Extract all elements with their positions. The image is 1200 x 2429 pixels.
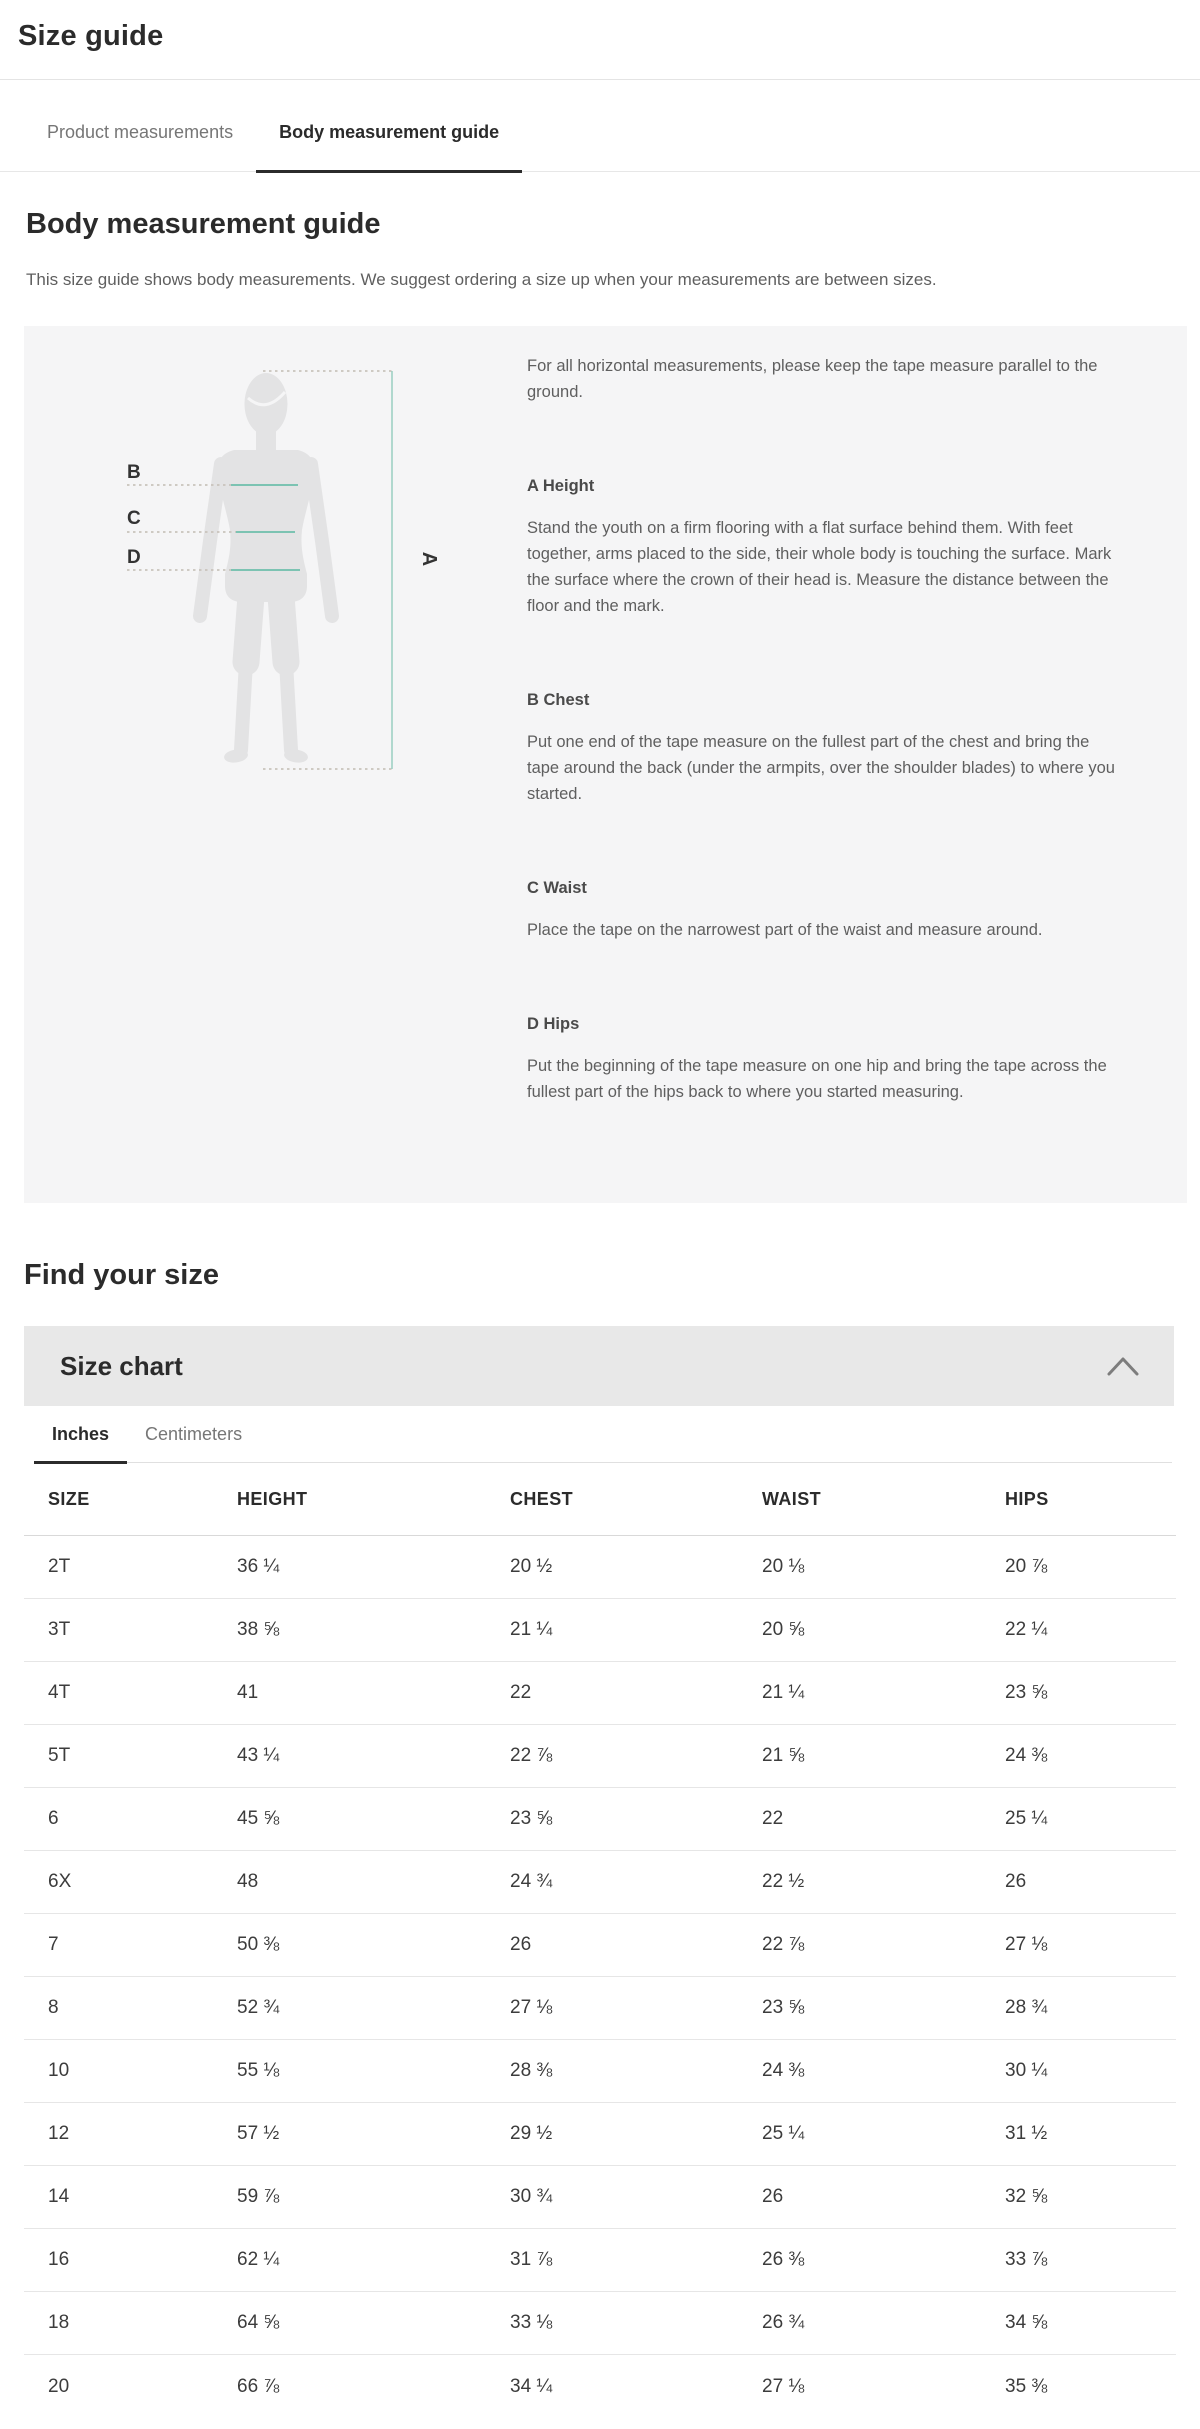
table-row [24,1977,1176,2040]
table-cell: 35 ⅜ [1005,2375,1048,2397]
table-cell: 26 [762,2186,784,2207]
table-cell: 30 ¾ [510,2186,553,2207]
table-body [24,1536,1176,2418]
table-cell: 21 ¼ [510,1619,553,1640]
column-header-waist: WAIST [762,1488,821,1509]
section-text-chest: Put one end of the tape measure on the fullest part of the chest and bring the tape around the back (under the armpits, over the shoulder blades) to where you started. [527,733,1115,803]
table-row [24,2040,1176,2103]
diagram-label-b: B [127,462,141,483]
table-cell: 31 ½ [1005,2123,1048,2144]
table-cell: 7 [48,1934,59,1955]
size-table [24,1463,1176,2418]
table-cell: 32 ⅝ [1005,2186,1048,2207]
table-cell: 24 ⅜ [762,2060,805,2081]
size-chart-title: Size chart [60,1350,183,1381]
table-cell: 8 [48,1997,59,2018]
table-cell: 34 ⅝ [1005,2312,1048,2333]
chevron-up-icon[interactable] [1104,1353,1142,1379]
measurement-panel [24,326,1187,1203]
table-header-row [24,1463,1176,1536]
table-cell: 27 ⅛ [762,2375,805,2397]
table-cell: 43 ¼ [237,1745,280,1766]
table-cell: 48 [237,1871,259,1892]
table-cell: 34 ¼ [510,2375,553,2397]
table-cell: 38 ⅝ [237,1619,280,1640]
tab-inches[interactable]: Inches [34,1406,127,1462]
table-cell: 23 ⅝ [762,1997,805,2018]
table-cell: 64 ⅝ [237,2312,280,2333]
section-label-waist: C Waist [527,879,587,897]
table-cell: 26 ⅜ [762,2249,805,2270]
table-cell: 22 ⅞ [510,1745,553,1766]
tab-body-measurement-guide[interactable]: Body measurement guide [256,122,522,171]
table-cell: 30 ¼ [1005,2060,1048,2081]
table-cell: 25 ¼ [762,2123,805,2144]
table-cell: 21 ¼ [762,1682,805,1703]
column-header-height: HEIGHT [237,1488,308,1509]
table-cell: 62 ¼ [237,2249,280,2270]
table-cell: 26 [510,1934,532,1955]
table-cell: 22 ¼ [1005,1619,1048,1640]
table-cell: 41 [237,1682,259,1703]
table-cell: 22 ⅞ [762,1934,805,1955]
table-cell: 14 [48,2186,70,2207]
table-cell: 36 ¼ [237,1556,280,1577]
table-cell: 20 ⅛ [762,1556,805,1577]
table-cell: 20 [48,2375,70,2397]
table-cell: 25 ¼ [1005,1808,1048,1829]
table-cell: 12 [48,2123,70,2144]
main-tab-bar [0,80,1200,172]
diagram-label-a: A [418,551,440,567]
table-cell: 31 ⅞ [510,2249,553,2270]
table-cell: 20 ⅝ [762,1619,805,1640]
table-row [24,1662,1176,1725]
table-cell: 18 [48,2312,70,2333]
table-cell: 28 ⅜ [510,2060,553,2081]
table-row [24,2292,1176,2355]
table-cell: 22 [510,1682,532,1703]
table-row [24,1788,1176,1851]
table-cell: 21 ⅝ [762,1745,805,1766]
table-cell: 10 [48,2060,70,2081]
table-cell: 27 ⅛ [510,1997,553,2018]
table-row [24,2229,1176,2292]
table-cell: 23 ⅝ [510,1808,553,1829]
section-text-hips: Put the beginning of the tape measure on one hip and bring the tape across the fullest part of the hips back to where you started measuring. [527,1057,1107,1101]
unit-tab-bar [34,1406,1172,1463]
section-label-height: A Height [527,477,595,495]
table-cell: 59 ⅞ [237,2186,280,2207]
find-size-heading: Find your size [24,1259,219,1291]
panel-note: For all horizontal measurements, please keep the tape measure parallel to the ground. [527,357,1098,401]
table-cell: 20 ⅞ [1005,1556,1048,1577]
table-cell: 55 ⅛ [237,2060,280,2081]
table-cell: 4T [48,1682,71,1703]
table-cell: 66 ⅞ [237,2375,280,2397]
guide-heading: Body measurement guide [26,208,381,240]
measurement-instructions [527,326,1119,1105]
table-cell: 27 ⅛ [1005,1934,1048,1955]
column-header-chest: CHEST [510,1488,574,1509]
page-title: Size guide [18,20,164,52]
body-diagram [24,326,504,1203]
table-cell: 16 [48,2249,70,2270]
table-cell: 33 ⅛ [510,2312,553,2333]
table-cell: 50 ⅜ [237,1934,280,1955]
table-cell: 45 ⅝ [237,1808,280,1829]
table-cell: 22 ½ [762,1871,805,1892]
table-cell: 2T [48,1556,71,1577]
table-cell: 24 ⅜ [1005,1745,1048,1766]
page-header [0,0,1200,80]
table-row [24,2355,1176,2418]
size-chart-collapse-header[interactable] [24,1326,1174,1406]
table-cell: 3T [48,1619,71,1640]
table-cell: 5T [48,1745,71,1766]
section-text-waist: Place the tape on the narrowest part of the waist and measure around. [527,921,1043,939]
table-cell: 26 [1005,1871,1027,1892]
table-cell: 23 ⅝ [1005,1682,1048,1703]
table-row [24,1914,1176,1977]
section-label-chest: B Chest [527,691,590,709]
table-cell: 52 ¾ [237,1997,280,2018]
diagram-label-c: C [127,508,141,529]
table-cell: 57 ½ [237,2123,280,2144]
section-text-height: Stand the youth on a firm flooring with a flat surface behind them. With feet together, arms placed to the side, their whole body is touching the surface. Mark the surface where the crown of their head is. Measure the distance between the floor and the mark. [527,519,1112,615]
table-row [24,2103,1176,2166]
body-silhouette-shape [200,373,332,764]
table-cell: 24 ¾ [510,1871,553,1892]
tab-product-measurements[interactable]: Product measurements [47,122,234,142]
table-cell: 20 ½ [510,1556,553,1577]
section-label-hips: D Hips [527,1015,580,1033]
column-header-hips: HIPS [1005,1488,1049,1509]
tab-centimeters[interactable]: Centimeters [145,1423,243,1444]
table-cell: 6X [48,1871,72,1892]
table-cell: 26 ¾ [762,2312,805,2333]
table-row [24,1851,1176,1914]
table-cell: 6 [48,1808,59,1829]
table-cell: 22 [762,1808,784,1829]
table-cell: 33 ⅞ [1005,2249,1048,2270]
diagram-label-d: D [127,547,141,568]
table-row [24,1599,1176,1662]
table-row [24,2166,1176,2229]
table-row [24,1725,1176,1788]
table-cell: 29 ½ [510,2123,553,2144]
guide-intro: This size guide shows body measurements. We suggest ordering a size up when your measurements are between sizes. [26,270,937,289]
table-cell: 28 ¾ [1005,1997,1048,2018]
table-row [24,1536,1176,1599]
column-header-size: SIZE [48,1488,90,1509]
